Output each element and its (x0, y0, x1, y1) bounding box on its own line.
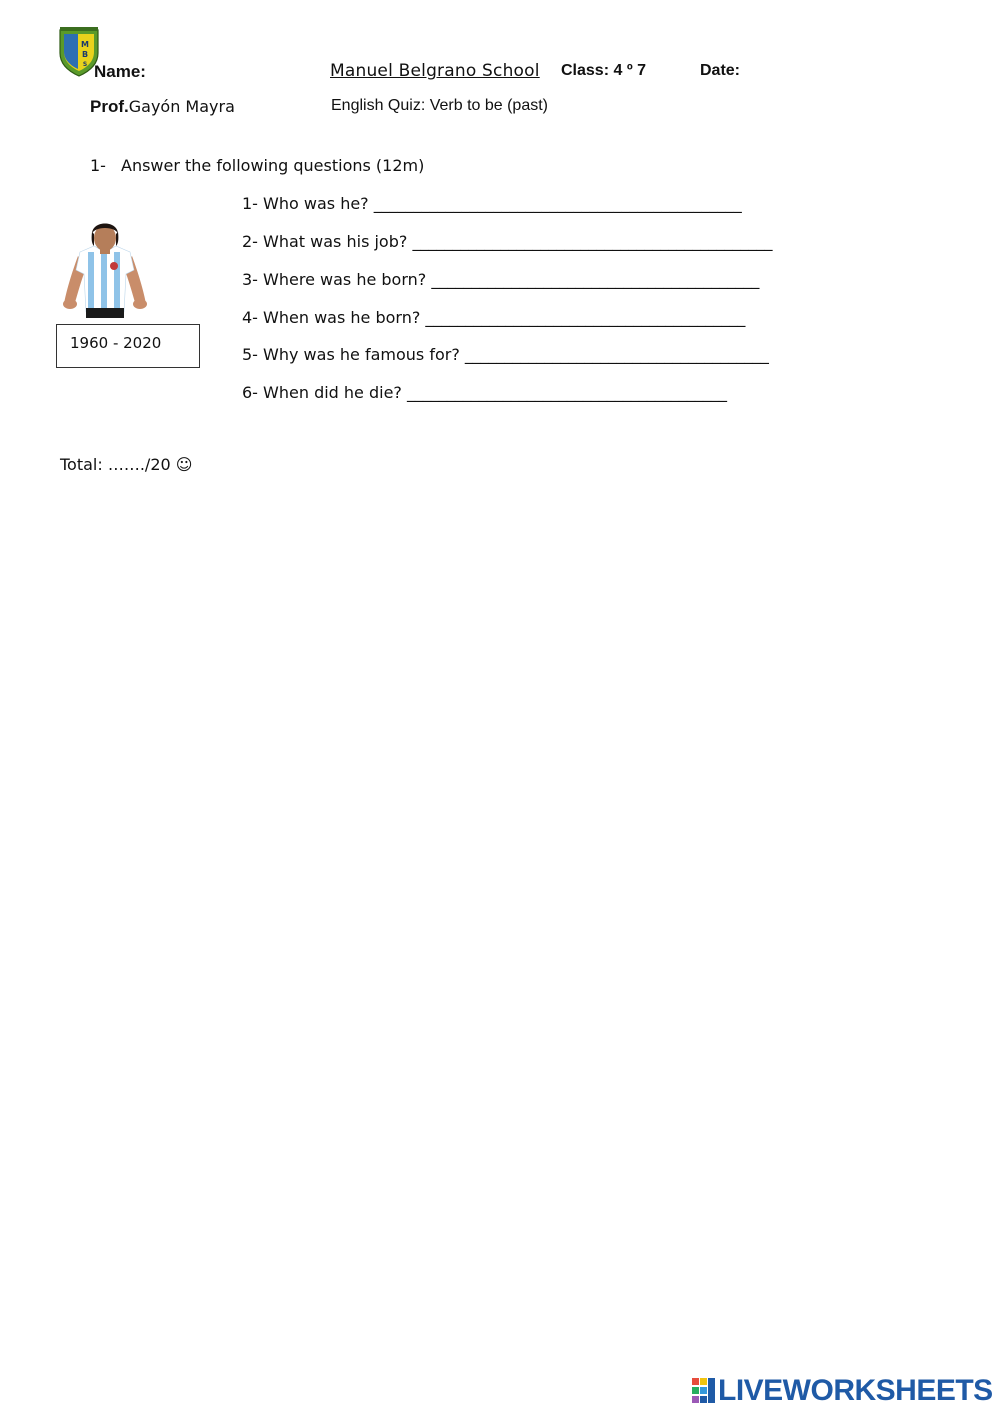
total-score: Total: ……./20 ☺ (60, 455, 193, 474)
liveworksheets-wordmark: LIVEWORKSHEETS (718, 1374, 993, 1407)
player-photo (58, 212, 152, 318)
school-name: Manuel Belgrano School (330, 61, 540, 81)
exercise-instruction (90, 156, 424, 175)
svg-text:B: B (81, 50, 89, 59)
question-2: 2- What was his job? _____________________________________________ (242, 232, 773, 251)
name-label: Name: (94, 62, 146, 81)
class-label: Class: 4 º 7 (561, 62, 646, 79)
question-4: 4- When was he born? ________________________________________ (242, 308, 746, 327)
question-5: 5- Why was he famous for? ______________________________________ (242, 345, 769, 364)
question-6: 6- When did he die? ________________________________________ (242, 383, 728, 402)
years-text: 1960 - 2020 (70, 334, 162, 352)
prof-label: Prof. (90, 97, 129, 116)
question-3: 3- Where was he born? _________________________________________ (242, 270, 760, 289)
date-label: Date: (700, 62, 741, 79)
liveworksheets-icon (692, 1378, 716, 1404)
liveworksheets-logo[interactable] (692, 1374, 993, 1408)
svg-text:S: S (82, 61, 88, 68)
svg-text:M: M (81, 40, 89, 49)
instruction-text: Answer the following questions (12m) (121, 156, 425, 175)
years-box (56, 324, 200, 368)
exercise-number: 1- (90, 156, 106, 175)
quiz-title: English Quiz: Verb to be (past) (331, 97, 548, 114)
teacher-line (90, 97, 235, 117)
question-1: 1- Who was he? ______________________________________________ (242, 194, 742, 213)
teacher-name: Gayón Mayra (128, 97, 235, 116)
